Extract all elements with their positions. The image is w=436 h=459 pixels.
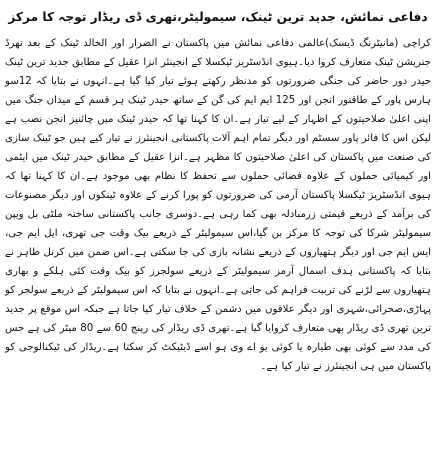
headline: دفاعی نمائش، جدید ترین ٹینک، سیمولیٹر،تھری ڈی ریڈار توجہ کا مرکز: [8, 10, 428, 24]
article-body: کراچی (مانیٹرنگ ڈیسک)عالمی دفاعی نمائش میں پاکستان نے الضرار اور الخالد ٹینک کے بعد تھرڈ جنریشن ٹینک متعارف کروا دیا۔ہیوی انڈسٹریز ٹیکسلا کے انجینئر انزا عقیل کے مطابق جدید ترین ٹینک حیدر دور حاضر کی جنگی ضرورتوں کو مدنظر رکھتے ہوئے تیار کیا گیا ہے۔انہوں نے بتایا کہ 12سو ہارس پاور کے طاقتور انجن اور 125 ایم ایم کی گن کے ساتھ حیدر ٹینک ہر قسم کے میدان جنگ میں اپنی اعلیٰ صلاحیتوں کے اظہار کے لیے تیار ہے۔ان کا کہنا تھا کہ حیدر ٹینک میں چائنیز انجن نصب ہے لیکن اس کا فائر پاور سسٹم اور دیگر تمام اہم آلات پاکستانی انجینئرز نے تیار کیے ہیں جو ٹینک سازی کی صنعت میں پاکستان کی اعلیٰ صلاحیتوں کا مظہر ہے۔انزا عقیل کے مطابق حیدر ٹینک میں ایٹمی اور کیمیائی حملوں کے علاوہ فضائی حملوں سے تحفظ کا نظام بھی موجود ہے۔ان کا کہنا تھا کہ ہیوی انڈسٹریز ٹیکسلا پاکستان آرمی کی ضرورتوں کو پورا کرنے کے علاوہ ٹینکوں اور دیگر مصنوعات کی برآمد کے ذریعے قیمتی زرمبادلہ بھی کما رہی ہے۔دوسری جانب پاکستانی ساختہ ملٹی بل ویپن سیمولیٹر شرکا کی توجہ کا مرکز بن گیا،اس سیمولیٹر کے ذریعے بیک وقت جی تھری، ایل ایم جی، ایس ایم جی اور دیگر ہتھیاروں کے ذریعے نشانہ بازی کی جا سکتی ہے۔اس ضمن میں کرنل طاہر نے بتایا کہ پاکستانی ہدف اسمال آرمز سیمولیٹر کے ذریعے سولجرز کو بیک وقت کئی ہلکے و بھاری ہتھیاروں سے لڑنے کی تربیت فراہم کی جاتی ہے۔انہوں نے بتایا کہ اس سیمولیٹر کے ذریعے سولجر کو پہاڑی،صحرائی،شہری اور دیگر علاقوں میں دشمن کے خلاف تیار کیا جاتا ہے جبکہ اس موقع پر جدید ترین تھری ڈی ریڈار بھی متعارف کروایا گیا ہے۔تھری ڈی ریڈار کی رینج 60 سے 80 میٹر کی ہے جس کی مدد سے کوئی بھی طیارہ یا کوئی یو اے وی ہو اسے ڈیٹیکٹ کر سکتا ہے۔ریڈار کی ٹیکنالوجی کو پاکستان میں ہی انجینئرز نے تیار کیا ہے۔: [5, 38, 431, 372]
